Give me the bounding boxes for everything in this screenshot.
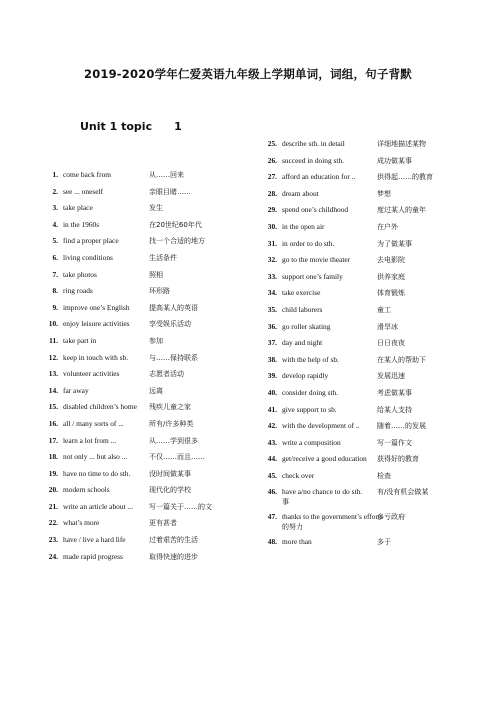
english-phrase: take photos: [63, 269, 97, 279]
vocab-item: [257, 322, 482, 339]
item-number: 21.: [48, 501, 58, 511]
vocab-item: [38, 319, 248, 336]
vocab-item: [38, 502, 248, 519]
english-phrase: go to the movie theater: [282, 255, 351, 265]
chinese-meaning: 检查: [377, 471, 391, 480]
item-number: 26.: [267, 155, 277, 165]
english-phrase: ring roads: [63, 286, 93, 296]
item-number: 4.: [52, 219, 58, 229]
vocab-item: [257, 205, 482, 222]
english-phrase: in order to do sth.: [282, 238, 335, 248]
chinese-meaning: 多亏政府: [377, 513, 405, 522]
chinese-meaning: 体育锻炼: [377, 289, 405, 298]
chinese-meaning: 提高某人的英语: [149, 303, 198, 312]
english-phrase: write an article about ...: [63, 501, 133, 511]
chinese-meaning: 参加: [149, 336, 163, 345]
vocab-item: [257, 156, 482, 173]
english-phrase: find a proper place: [63, 236, 119, 246]
english-phrase: get/receive a good education: [282, 454, 367, 464]
chinese-meaning: 在某人的帮助下: [377, 355, 426, 364]
item-number: 32.: [267, 255, 277, 265]
item-number: 42.: [267, 421, 277, 431]
english-phrase: keep in touch with sb.: [63, 352, 129, 362]
vocab-item: [38, 436, 248, 453]
chinese-meaning: 发生: [149, 204, 163, 213]
item-number: 36.: [267, 321, 277, 331]
english-phrase: go roller skating: [282, 321, 331, 331]
vocab-item: [257, 139, 482, 156]
item-number: 20.: [48, 485, 58, 495]
vocab-item: [257, 355, 482, 372]
chinese-meaning: 随着……的发展: [377, 422, 426, 431]
english-phrase: afford an education for ..: [282, 172, 356, 182]
item-number: 17.: [48, 435, 58, 445]
english-phrase: support one’s family: [282, 271, 343, 281]
item-number: 28.: [267, 188, 277, 198]
chinese-meaning: 找一个合适的地方: [149, 237, 205, 246]
english-phrase: in the open air: [282, 221, 325, 231]
english-phrase: see ... oneself: [63, 186, 104, 196]
item-number: 30.: [267, 221, 277, 231]
item-number: 22.: [48, 518, 58, 528]
vocab-item: [38, 452, 248, 469]
chinese-meaning: 多于: [377, 538, 391, 547]
item-number: 6.: [52, 252, 58, 262]
page-title: 2019-2020学年仁爱英语九年级上学期单词，词组，句子背默: [84, 67, 412, 81]
chinese-meaning: 滑旱冰: [377, 322, 398, 331]
vocab-item: [257, 272, 482, 289]
vocab-item: [38, 170, 248, 187]
chinese-meaning: 更有甚者: [149, 519, 177, 528]
item-number: 3.: [52, 203, 58, 213]
item-number: 43.: [267, 437, 277, 447]
item-number: 25.: [267, 139, 277, 148]
item-number: 24.: [48, 551, 58, 561]
chinese-meaning: 所有/许多种类: [149, 419, 194, 428]
vocab-item: [257, 454, 482, 471]
english-phrase: improve one’s English: [63, 302, 130, 312]
item-number: 45.: [267, 470, 277, 480]
chinese-meaning: 亲眼目睹……: [149, 187, 191, 196]
vocab-item: [38, 402, 248, 419]
chinese-meaning: 取得快速的进步: [149, 552, 198, 561]
english-phrase: day and night: [282, 338, 323, 348]
vocab-item: [257, 255, 482, 272]
vocab-item: [257, 512, 482, 537]
chinese-meaning: 考虑做某事: [377, 388, 412, 397]
chinese-meaning: 不仅……而且……: [149, 453, 205, 462]
english-phrase: dream about: [282, 188, 319, 198]
vocab-item: [38, 303, 248, 320]
chinese-meaning: 供得起……的教育: [377, 173, 433, 182]
english-phrase: volunteer activities: [63, 369, 120, 379]
chinese-meaning: 照相: [149, 270, 163, 279]
vocab-item: [257, 239, 482, 256]
vocab-item: [38, 353, 248, 370]
vocab-item: [257, 537, 482, 554]
english-phrase: not only ... but also ...: [63, 452, 128, 462]
english-phrase: more than: [282, 537, 312, 547]
vocab-item: [257, 421, 482, 438]
english-phrase: enjoy leisure activities: [63, 319, 130, 329]
vocab-item: [38, 220, 248, 237]
item-number: 5.: [52, 236, 58, 246]
item-number: 40.: [267, 387, 277, 397]
vocab-item: [257, 305, 482, 322]
item-number: 14.: [48, 385, 58, 395]
item-number: 34.: [267, 288, 277, 298]
item-number: 16.: [48, 418, 58, 428]
english-phrase: with the help of sb.: [282, 354, 339, 364]
chinese-meaning: 成功做某事: [377, 156, 412, 165]
item-number: 1.: [52, 170, 58, 179]
item-number: 15.: [48, 402, 58, 412]
item-number: 33.: [267, 271, 277, 281]
chinese-meaning: 从……学到很多: [149, 436, 198, 445]
item-number: 38.: [267, 354, 277, 364]
item-number: 44.: [267, 454, 277, 464]
chinese-meaning-continued: 的努力: [282, 523, 303, 532]
item-number: 19.: [48, 468, 58, 478]
section-heading: [80, 120, 182, 133]
english-phrase: child laborers: [282, 304, 323, 314]
item-number: 47.: [267, 512, 277, 522]
chinese-meaning: 详细地描述某物: [377, 140, 426, 148]
english-phrase: made rapid progress: [63, 551, 123, 561]
english-phrase: take place: [63, 203, 93, 213]
chinese-meaning: 从……回来: [149, 171, 184, 179]
item-number: 2.: [52, 186, 58, 196]
english-phrase: living conditions: [63, 252, 113, 262]
vocab-item: [257, 222, 482, 239]
chinese-meaning: 日日夜夜: [377, 339, 405, 348]
vocab-item: [257, 189, 482, 206]
vocab-list-left: [38, 170, 248, 568]
chinese-meaning: 获得好的教育: [377, 455, 419, 464]
chinese-meaning: 供养家庭: [377, 272, 405, 281]
chinese-meaning: 残疾儿童之家: [149, 403, 191, 412]
chinese-meaning: 发展迅速: [377, 372, 405, 381]
chinese-meaning: 度过某人的童年: [377, 206, 426, 215]
vocab-item: [38, 469, 248, 486]
vocab-item: [38, 419, 248, 436]
english-phrase: in the 1960s: [63, 219, 100, 229]
item-number: 11.: [49, 335, 58, 345]
vocab-item: [257, 471, 482, 488]
chinese-meaning: 过着艰苦的生活: [149, 536, 198, 545]
item-number: 31.: [267, 238, 277, 248]
item-number: 13.: [48, 369, 58, 379]
chinese-meaning: 生活条件: [149, 253, 177, 262]
english-phrase: with the development of ..: [282, 421, 360, 431]
item-number: 29.: [267, 205, 277, 215]
item-number: 7.: [52, 269, 58, 279]
vocab-item: [257, 172, 482, 189]
item-number: 37.: [267, 338, 277, 348]
chinese-meaning: 童工: [377, 305, 391, 314]
vocab-item: [38, 386, 248, 403]
item-number: 46.: [267, 487, 277, 497]
english-phrase: have / live a hard life: [63, 535, 126, 545]
vocab-item: [257, 438, 482, 455]
english-phrase: thanks to the government’s efforts: [282, 512, 383, 522]
vocab-item: [38, 270, 248, 287]
unit-topic-label: Unit 1 topic: [80, 120, 153, 133]
english-phrase: have a/no chance to do sth.: [282, 487, 363, 497]
english-phrase: all / many sorts of ...: [63, 418, 124, 428]
vocab-item: [38, 535, 248, 552]
english-phrase: develop rapidly: [282, 371, 329, 381]
chinese-meaning: 去电影院: [377, 256, 405, 265]
chinese-meaning: 给某人支持: [377, 405, 412, 414]
item-number: 18.: [48, 452, 58, 462]
vocab-item: [38, 336, 248, 353]
english-phrase: modern schools: [63, 485, 110, 495]
english-phrase: learn a lot from ...: [63, 435, 117, 445]
item-number: 41.: [267, 404, 277, 414]
chinese-meaning: 为了做某事: [377, 239, 412, 248]
english-phrase: describe sth. in detail: [282, 139, 345, 148]
vocab-item: [38, 203, 248, 220]
english-phrase: consider doing sth.: [282, 387, 339, 397]
vocab-item: [257, 388, 482, 405]
english-phrase: take part in: [63, 335, 97, 345]
english-phrase: far away: [63, 385, 89, 395]
vocab-list-right: [257, 139, 482, 554]
chinese-meaning: 梦想: [377, 189, 391, 198]
item-number: 27.: [267, 172, 277, 182]
vocab-item: [38, 236, 248, 253]
chinese-meaning: 远离: [149, 386, 163, 395]
chinese-meaning: 在户外: [377, 222, 398, 231]
english-phrase: give support to sb.: [282, 404, 337, 414]
chinese-meaning: 环形路: [149, 287, 170, 296]
vocab-item: [257, 288, 482, 305]
chinese-meaning: 与……保持联系: [149, 353, 198, 362]
vocab-item: [38, 253, 248, 270]
vocab-item: [38, 518, 248, 535]
chinese-meaning: 在20世纪60年代: [149, 220, 202, 229]
chinese-meaning-continued: 事: [282, 498, 289, 507]
chinese-meaning: 写一篇关于……的文: [149, 502, 212, 511]
topic-number: 1: [174, 120, 182, 133]
vocab-item: [38, 286, 248, 303]
vocab-item: [257, 338, 482, 355]
item-number: 12.: [48, 352, 58, 362]
item-number: 8.: [52, 286, 58, 296]
english-phrase: spend one’s childhood: [282, 205, 349, 215]
vocab-item: [38, 485, 248, 502]
english-phrase: take exercise: [282, 288, 321, 298]
english-phrase: check over: [282, 470, 315, 480]
english-phrase: succeed in doing sth.: [282, 155, 344, 165]
english-phrase: come back from: [63, 170, 112, 179]
vocab-item: [257, 487, 482, 512]
english-phrase: write a composition: [282, 437, 341, 447]
chinese-meaning: 有/没有机会做某: [377, 488, 429, 497]
item-number: 48.: [267, 537, 277, 547]
vocab-item: [257, 371, 482, 388]
item-number: 23.: [48, 535, 58, 545]
item-number: 9.: [52, 302, 58, 312]
vocab-item: [38, 187, 248, 204]
item-number: 35.: [267, 304, 277, 314]
item-number: 10.: [48, 319, 58, 329]
chinese-meaning: 现代化的学校: [149, 486, 191, 495]
vocab-item: [257, 405, 482, 422]
chinese-meaning: 没时间做某事: [149, 469, 191, 478]
english-phrase: disabled children’s home: [63, 402, 137, 412]
chinese-meaning: 写一篇作文: [377, 438, 412, 447]
vocab-item: [38, 369, 248, 386]
vocab-item: [38, 552, 248, 569]
chinese-meaning: 志愿者活动: [149, 370, 184, 379]
item-number: 39.: [267, 371, 277, 381]
chinese-meaning: 享受娱乐活动: [149, 320, 191, 329]
english-phrase: what’s more: [63, 518, 100, 528]
english-phrase: have no time to do sth.: [63, 468, 131, 478]
